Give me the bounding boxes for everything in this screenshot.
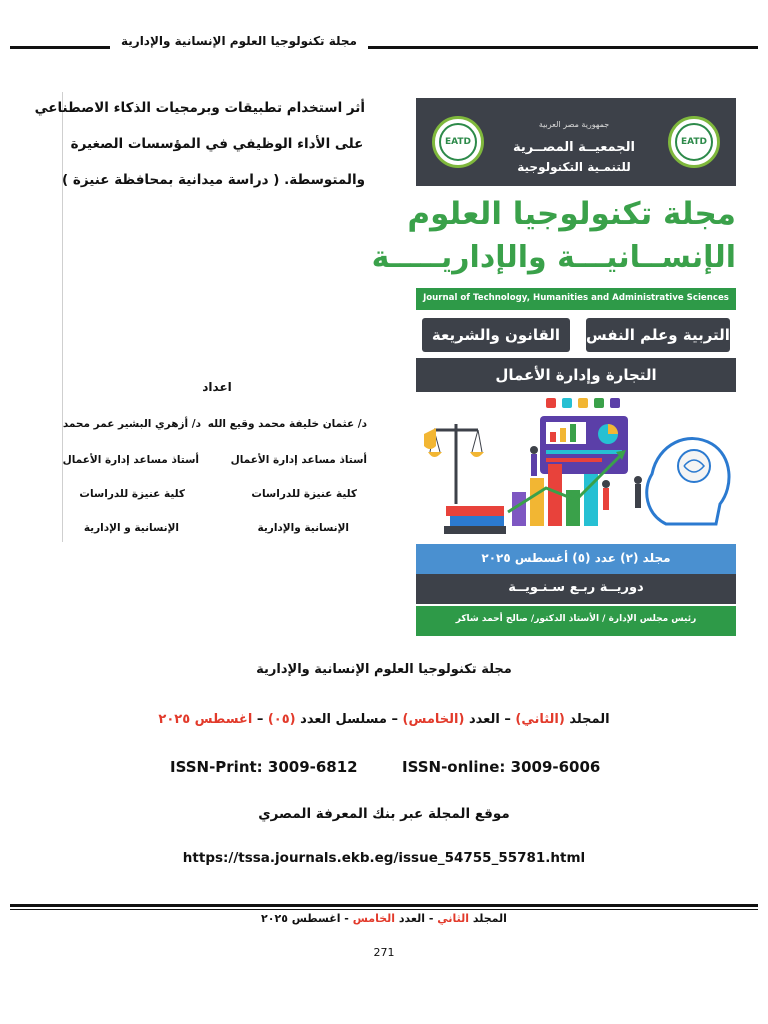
- issn-online: ISSN-online: 3009-6006: [402, 758, 601, 776]
- cover-society-line-1: الجمعيــة المصــرية: [513, 140, 635, 155]
- cover-journal-name-line-2: الإنســانيـــة والإداريـــــة: [371, 240, 736, 275]
- cover-ministry-text: جمهورية مصر العربية: [538, 120, 610, 129]
- cover-chair-line: رئيس مجلس الإدارة / الأستاذ الدكتور/ صالح أحمد شاكر: [455, 614, 697, 624]
- footer-rule-thick: [10, 904, 758, 907]
- article-title-line-1: أثر استخدام تطبيقات وبرمجيات الذكاء الاصطناعي: [34, 100, 365, 116]
- society-logo-text: EATD: [439, 123, 477, 161]
- cover-periodicity: دوريــة ربـع سـنـويــة: [508, 580, 644, 595]
- society-logo-left: [432, 116, 484, 168]
- page-number: 271: [373, 946, 395, 959]
- cover-english-name: Journal of Technology, Humanities and Administrative Sciences: [423, 293, 729, 303]
- footer-date: - اغسطس ٢٠٢٥: [261, 912, 349, 925]
- author-1-college: كلية عنيزة للدراسات: [251, 488, 357, 500]
- issue-value: (الخامس): [402, 712, 465, 727]
- article-info-column: [34, 92, 371, 542]
- issn-print: ISSN-Print: 3009-6812: [170, 758, 358, 776]
- cover-issue-line: مجلد (٢) عدد (٥) أغسطس ٢٠٢٥: [481, 551, 671, 565]
- date-prefix: –: [256, 712, 264, 727]
- society-logo-text: EATD: [675, 123, 713, 161]
- prepared-by-label: اعداد: [202, 380, 232, 394]
- author-1-name: د/ عثمان خليفة محمد وقيع الله: [207, 418, 367, 430]
- author-1-position: أستاذ مساعد إدارة الأعمال: [230, 454, 367, 466]
- volume-value: (الثاني): [515, 712, 565, 727]
- article-title-line-2: على الأداء الوظيفي في المؤسسات الصغيرة: [70, 136, 364, 152]
- cover-chip-education: التربية وعلم النفس: [586, 318, 730, 352]
- cover-chip-business: التجارة وإدارة الأعمال: [416, 358, 736, 392]
- ekb-label: موقع المجلة عبر بنك المعرفة المصري: [258, 806, 510, 822]
- author-2-department: الإنسانية و الإدارية: [83, 522, 179, 534]
- running-header-title: مجلة تكنولوجيا العلوم الإنسانية والإدارية: [121, 34, 357, 48]
- cover-chip-law: القانون والشريعة: [422, 318, 570, 352]
- header-rule-right: [368, 46, 758, 49]
- footer-volume-label: المجلد: [472, 912, 507, 925]
- article-title-line-3: والمتوسطة. ( دراسة ميدانية بمحافظة عنيزة ): [62, 172, 365, 188]
- author-2-college: كلية عنيزة للدراسات: [79, 488, 185, 500]
- journal-issue-link[interactable]: https://tssa.journals.ekb.eg/issue_54755_55781.html: [182, 850, 586, 866]
- header-rule-left: [10, 46, 110, 49]
- serial-value: (٠٥): [267, 712, 296, 727]
- author-1-department: الإنسانية والإدارية: [257, 522, 349, 534]
- cover-illustration: [416, 394, 736, 536]
- footer-volume-value: الثاني: [437, 912, 470, 925]
- volume-prefix: المجلد: [569, 712, 610, 727]
- issue-prefix: – العدد: [468, 712, 511, 727]
- footer-issue-value: الخامس: [352, 912, 396, 925]
- footer-issue-line: [0, 912, 768, 925]
- footer-rule-thin: [10, 909, 758, 910]
- cover-journal-name-line-1: مجلة تكنولوجيا العلوم: [407, 196, 736, 232]
- cover-society-line-2: للتنمـية التكنولوجية: [517, 160, 631, 174]
- journal-cover: [371, 98, 736, 636]
- society-logo-right: [668, 116, 720, 168]
- author-2-position: أستاذ مساعد إدارة الأعمال: [62, 454, 199, 466]
- footer-issue-label: - العدد: [398, 912, 434, 925]
- journal-name-line: مجلة تكنولوجيا العلوم الإنسانية والإدارية: [256, 662, 512, 677]
- volume-issue-line: [0, 712, 768, 727]
- author-2-name: د/ أزهري البشير عمر محمد: [62, 418, 201, 430]
- serial-prefix: – مسلسل العدد: [300, 712, 398, 727]
- date-value: اغسطس ٢٠٢٥: [158, 712, 253, 727]
